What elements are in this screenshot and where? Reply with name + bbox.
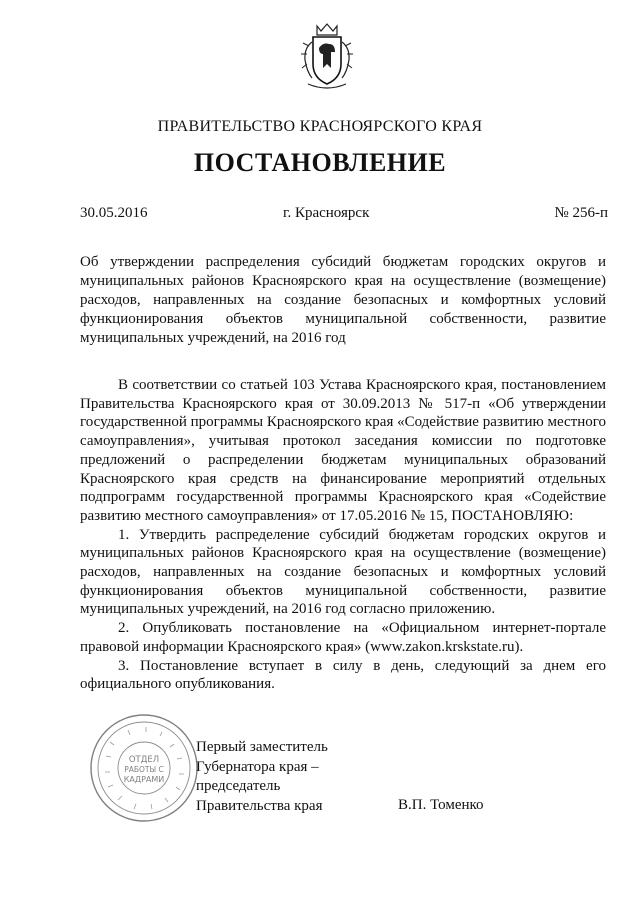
signatory-title-line-4: Правительства края xyxy=(196,797,323,814)
stamp-line-1: ОТДЕЛ xyxy=(128,755,160,765)
document-title: Об утверждении распределения субсидий бюджетам городских округов и муниципальных районов Красноярского края на осуществление (возмещение) расходов, направленных на создание безопасных и комфортных условий функционирования объектов муниципальной собственности, развитие муниципальных учреждений, на 2016 год xyxy=(80,254,606,346)
signatory-title xyxy=(196,738,328,816)
coat-of-arms-icon xyxy=(298,22,356,90)
stamp-line-2: РАБОТЫ С xyxy=(124,765,164,774)
signatory-title-line-2: Губернатора края – xyxy=(196,758,319,775)
signatory-title-line-3: председатель xyxy=(196,778,281,794)
document-number: № 256-п xyxy=(554,205,608,221)
government-name: ПРАВИТЕЛЬСТВО КРАСНОЯРСКОГО КРАЯ xyxy=(157,118,483,135)
official-stamp-icon xyxy=(88,712,200,824)
decree-item-3: 3. Постановление вступает в силу в день, следующий за днем его официального опубликования. xyxy=(80,657,606,693)
document-body xyxy=(80,376,606,694)
document-type: ПОСТАНОВЛЕНИЕ xyxy=(193,148,447,177)
decree-item-1: 1. Утвердить распределение субсидий бюджетам городских округов и муниципальных районов Красноярского края на осуществление (возмещение) расходов, направленных на создание безопасных и комфортных условий функционирования объектов муниципальной собственности, развитие муниципальных учреждений, на 2016 год согласно приложению. xyxy=(80,526,606,618)
stamp-line-3: КАДРАМИ xyxy=(123,775,165,784)
decree-item-2: 2. Опубликовать постановление на «Официальном интернет-портале правовой информации Красноярского края» (www.zakon.krskstate.ru). xyxy=(80,620,606,655)
document-date: 30.05.2016 xyxy=(80,205,148,221)
signatory-title-line-1: Первый заместитель xyxy=(196,739,328,755)
document-city: г. Красноярск xyxy=(283,205,370,221)
signatory-name: В.П. Томенко xyxy=(398,797,484,813)
preamble-paragraph: В соответствии со статьей 103 Устава Красноярского края, постановлением Правительства Красноярского края от 30.09.2013 № 517-п «Об утверждении государственной программы Красноярского края «Содействие развитию местного самоуправления», учитывая протокол заседания комиссии по подготовке предложений о распределении бюджетам муниципальных образований Красноярского края средств на финансирование мероприятий отдельных подпрограмм государственной программы Красноярского края «Содействие развитию местного самоуправления» от 17.05.2016 № 15, ПОСТАНОВЛЯЮ: xyxy=(80,377,606,524)
